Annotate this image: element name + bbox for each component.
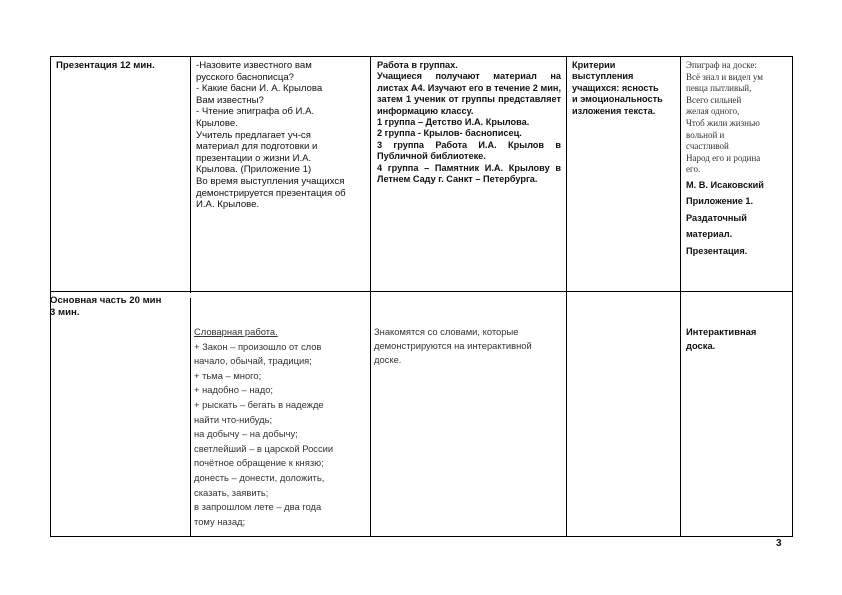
students-line: 1 группа – Детство И.А. Крылова. (377, 117, 530, 128)
epigraph (686, 60, 790, 176)
vocabulary-line: тому назад; (194, 515, 246, 527)
vocabulary-line: + Закон – произошло от слов (194, 340, 322, 352)
vocabulary-line: + тьма – много; (194, 369, 262, 381)
table-row (50, 292, 792, 537)
teacher-line: - Какие басни И. А. Крылова Вам известны? (196, 83, 323, 106)
epigraph-line: вольной и (686, 129, 725, 140)
table-right-border (792, 56, 793, 537)
teacher-line: Во время выступления учащихся демонстрируется презентация об И.А. Крылове. (196, 175, 346, 211)
vocabulary-line: светлейший – в царской России (194, 442, 334, 454)
teacher-line: Учитель предлагает уч-ся материал для подготовки и презентации о жизни И.А. Крылова. (Приложение 1) (196, 129, 318, 176)
resources-cell (686, 60, 790, 259)
resources-text: Интерактивная доска. (686, 326, 757, 351)
vocabulary-line: найти что-нибудь; (194, 413, 273, 425)
stage-label: Основная часть 20 мин (50, 295, 162, 306)
stage-cell (56, 60, 186, 72)
column-divider (190, 298, 191, 537)
stage-cell (50, 295, 186, 318)
teacher-line: -Назовите известного вам русского баснописца? (196, 60, 312, 83)
resource-line: Презентация. (686, 245, 748, 256)
criteria-text: Критерии выступления учащихся: ясность и эмоциональность изложения текста. (572, 60, 663, 116)
resource-line: Приложение 1. (686, 196, 754, 207)
column-divider (680, 57, 681, 293)
page-number: 3 (776, 538, 782, 549)
lesson-table (50, 56, 792, 537)
resources-list (686, 177, 790, 259)
students-activity-cell (374, 325, 562, 367)
resource-line: М. В. Исаковский (686, 179, 764, 190)
vocabulary-line: донесть – донести, доложить, (194, 471, 325, 483)
students-text: Знакомятся со словами, которые демонстрируются на интерактивной доске. (374, 326, 532, 365)
epigraph-line: счастливой (686, 141, 729, 152)
column-divider (370, 292, 371, 537)
students-line: 3 группа Работа И.А. Крылов в Публичной библиотеке. (377, 139, 561, 162)
column-divider (370, 57, 371, 293)
vocabulary-title: Словарная работа. (194, 326, 278, 337)
teacher-activity-cell (196, 60, 366, 211)
table-row (50, 56, 792, 292)
students-activity-cell (377, 60, 561, 185)
epigraph-line: желая одного, (686, 106, 740, 117)
epigraph-line: Всего сильней (686, 94, 742, 105)
column-divider (680, 292, 681, 537)
students-line: Работа в группах. (377, 60, 458, 70)
students-line: 2 группа - Крылов- баснописец. (377, 128, 522, 139)
students-line: 4 группа – Памятник И.А. Крылову в Летнем Саду г. Санкт – Петербурга. (377, 162, 561, 185)
resource-line: материал. (686, 229, 733, 240)
epigraph-line: Чтоб жили жизнью (686, 117, 760, 128)
epigraph-line: Народ его и родина (686, 152, 761, 163)
vocabulary-line: + рыскать – бегать в надежде (194, 398, 324, 410)
vocabulary-line: + надобно – надо; (194, 384, 274, 396)
criteria-cell (572, 60, 676, 117)
stage-sublabel: 3 мин. (50, 306, 80, 318)
column-divider (190, 57, 191, 293)
vocabulary-line: в запрошлом лете – два года (194, 501, 322, 513)
epigraph-line: певца пытливый, (686, 83, 752, 94)
epigraph-line: Всё знал и видел ум (686, 71, 763, 82)
table-left-border (50, 56, 51, 537)
students-line: Учащиеся получают материал на листах А4. Изучают его в течение 2 мин, затем 1 ученик от группы представляет информацию классу. (377, 71, 561, 116)
epigraph-line: его. (686, 164, 701, 175)
vocabulary-line: начало, обычай, традиция; (194, 355, 312, 367)
vocabulary-cell (194, 325, 366, 529)
epigraph-line: Эпиграф на доске: (686, 60, 757, 70)
column-divider (566, 57, 567, 293)
vocabulary-line: на добычу – на добычу; (194, 428, 298, 440)
teacher-line: - Чтение эпиграфа об И.А. Крылове. (196, 106, 315, 129)
resource-line: Раздаточный (686, 212, 747, 223)
vocabulary-line: сказать, заявить; (194, 486, 269, 498)
column-divider (566, 292, 567, 537)
resources-cell (686, 325, 790, 353)
stage-label: Презентация 12 мин. (56, 60, 155, 71)
vocabulary-line: почётное обращение к князю; (194, 457, 324, 469)
